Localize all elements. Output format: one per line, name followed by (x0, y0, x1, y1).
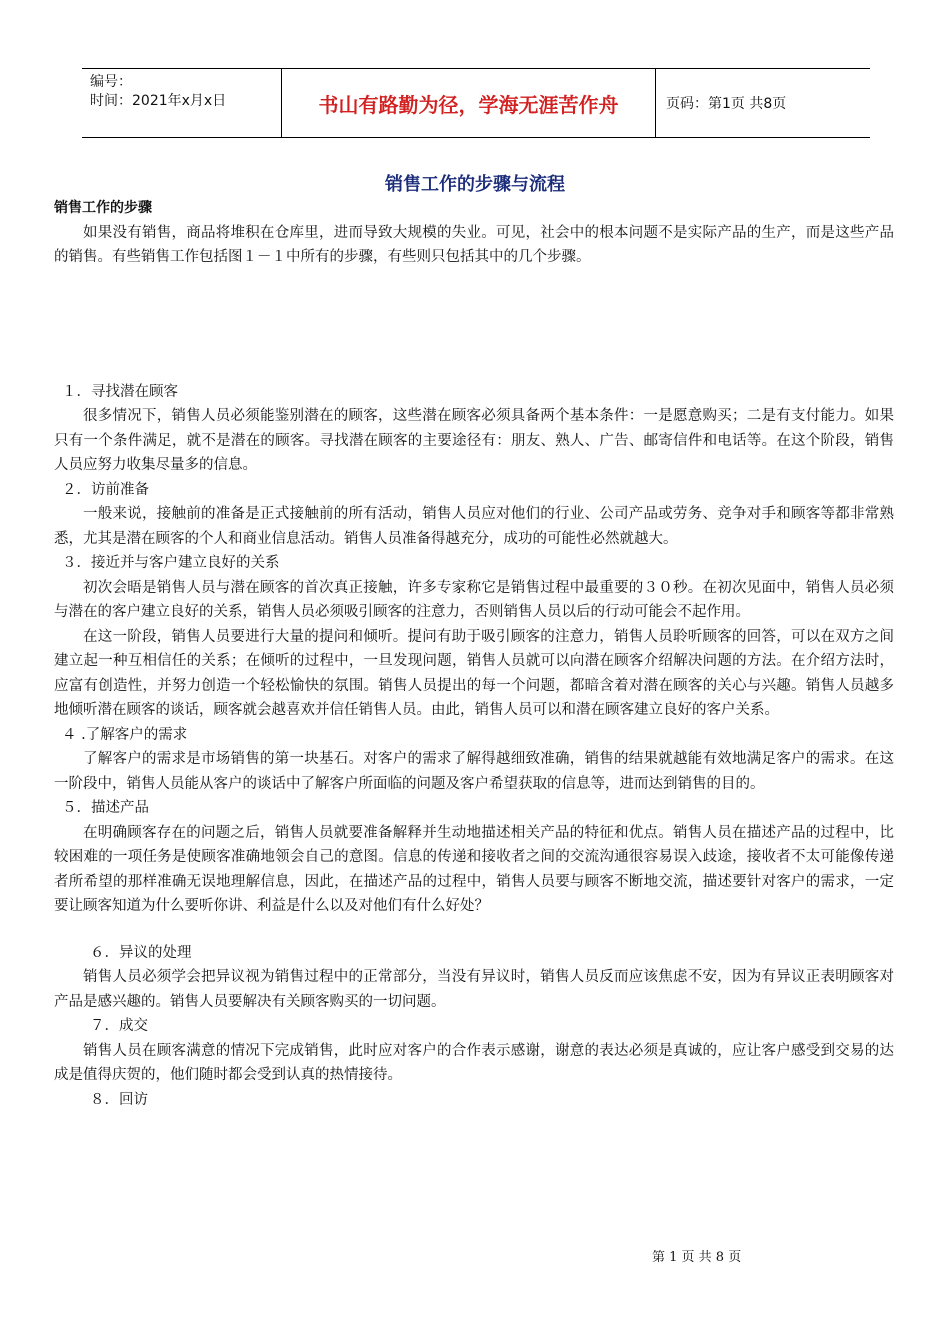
page-footer: 第 1 页 共 8 页 (652, 1250, 742, 1265)
step-1-paragraph: 很多情况下，销售人员必须能鉴别潜在的顾客，这些潜在顾客必须具备两个基本条件：一是愿意购买；二是有支付能力。如果只有一个条件满足，就不是潜在的顾客。寻找潜在顾客的主要途径有：朋友、熟人、广告、邮寄信件和电话等。在这个阶段，销售人员应努力收集尽量多的信息。 (54, 408, 894, 473)
step-5-paragraph: 在明确顾客存在的问题之后，销售人员就要准备解释并生动地描述相关产品的特征和优点。销售人员在描述产品的过程中，比较困难的一项任务是使顾客准确地领会自己的意图。信息的传递和接收者之间的交流沟通很容易误入歧途，接收者不太可能像传递者所希望的那样准确无误地理解信息，因此，在描述产品的过程中，销售人员要与顾客不断地交流，描述要针对客户的需求，一定要让顾客知道为什么要听你讲、利益是什么以及对他们有什么好处？ (54, 824, 894, 914)
figure-placeholder (54, 270, 894, 380)
document-date: 时间：2021年x月x日 (90, 93, 227, 109)
step-3-heading: ３．接近并与客户建立良好的关系 (62, 555, 280, 571)
intro-paragraph: 如果没有销售，商品将堆积在仓库里，进而导致大规模的失业。可见，社会中的根本问题不是实际产品的生产，而是这些产品的销售。有些销售工作包括图１－１中所有的步骤，有些则只包括其中的几个步骤。 (54, 224, 894, 265)
step-7-paragraph: 销售人员在顾客满意的情况下完成销售，此时应对客户的合作表示感谢，谢意的表达必须是真诚的，应让客户感受到交易的达成是值得庆贺的，他们随时都会受到认真的热情接待。 (54, 1042, 894, 1083)
step-2-paragraph: 一般来说，接触前的准备是正式接触前的所有活动，销售人员应对他们的行业、公司产品或劳务、竞争对手和顾客等都非常熟悉，尤其是潜在顾客的个人和商业信息活动。销售人员准备得越充分，成功的可能性必然就越大。 (54, 506, 894, 547)
step-1-heading: １．寻找潜在顾客 (62, 383, 178, 400)
header-motto: 书山有路勤为径，学海无涯苦作舟 (282, 69, 656, 137)
header-table (82, 68, 870, 138)
step-8-heading: ８．回访 (90, 1091, 148, 1108)
section-subheading: 销售工作的步骤 (54, 200, 152, 216)
step-7-heading: ７．成交 (90, 1018, 148, 1034)
document-title: 销售工作的步骤与流程 (385, 174, 565, 195)
step-2-heading: ２．访前准备 (62, 481, 149, 498)
document-body (54, 196, 894, 1112)
step-6-heading: ６．异议的处理 (90, 944, 192, 961)
document-number-label: 编号： (90, 74, 132, 90)
step-3-paragraph-1: 初次会晤是销售人员与潜在顾客的首次真正接触，许多专家称它是销售过程中最重要的３０秒。在初次见面中，销售人员必须与潜在的客户建立良好的关系，销售人员必须吸引顾客的注意力，否则销售人员以后的行动可能会不起作用。 (54, 579, 894, 620)
header-left-cell (82, 69, 282, 137)
spacer (54, 919, 894, 941)
step-4-paragraph: 了解客户的需求是市场销售的第一块基石。对客户的需求了解得越细致准确，销售的结果就越能有效地满足客户的需求。在这一阶段中，销售人员能从客户的谈话中了解客户所面临的问题及客户希望获取的信息等，进而达到销售的目的。 (54, 751, 894, 792)
step-6-paragraph: 销售人员必须学会把异议视为销售过程中的正常部分，当没有异议时，销售人员反而应该焦虑不安，因为有异议正表明顾客对产品是感兴趣的。销售人员要解决有关顾客购买的一切问题。 (54, 969, 894, 1010)
step-3-paragraph-2: 在这一阶段，销售人员要进行大量的提问和倾听。提问有助于吸引顾客的注意力，销售人员聆听顾客的回答，可以在双方之间建立起一种互相信任的关系；在倾听的过程中，一旦发现问题，销售人员就可以向潜在顾客介绍解决问题的方法。在介绍方法时，应富有创造性，并努力创造一个轻松愉快的氛围。销售人员提出的每一个问题，都暗含着对潜在顾客的关心与兴趣。销售人员越多地倾听潜在顾客的谈话，顾客就会越喜欢并信任销售人员。由此，销售人员可以和潜在顾客建立良好的客户关系。 (54, 628, 894, 718)
step-4-heading: ４ .了解客户的需求 (62, 726, 188, 743)
step-5-heading: ５．描述产品 (62, 800, 149, 816)
header-page-info: 页码：第1页 共8页 (666, 96, 787, 112)
